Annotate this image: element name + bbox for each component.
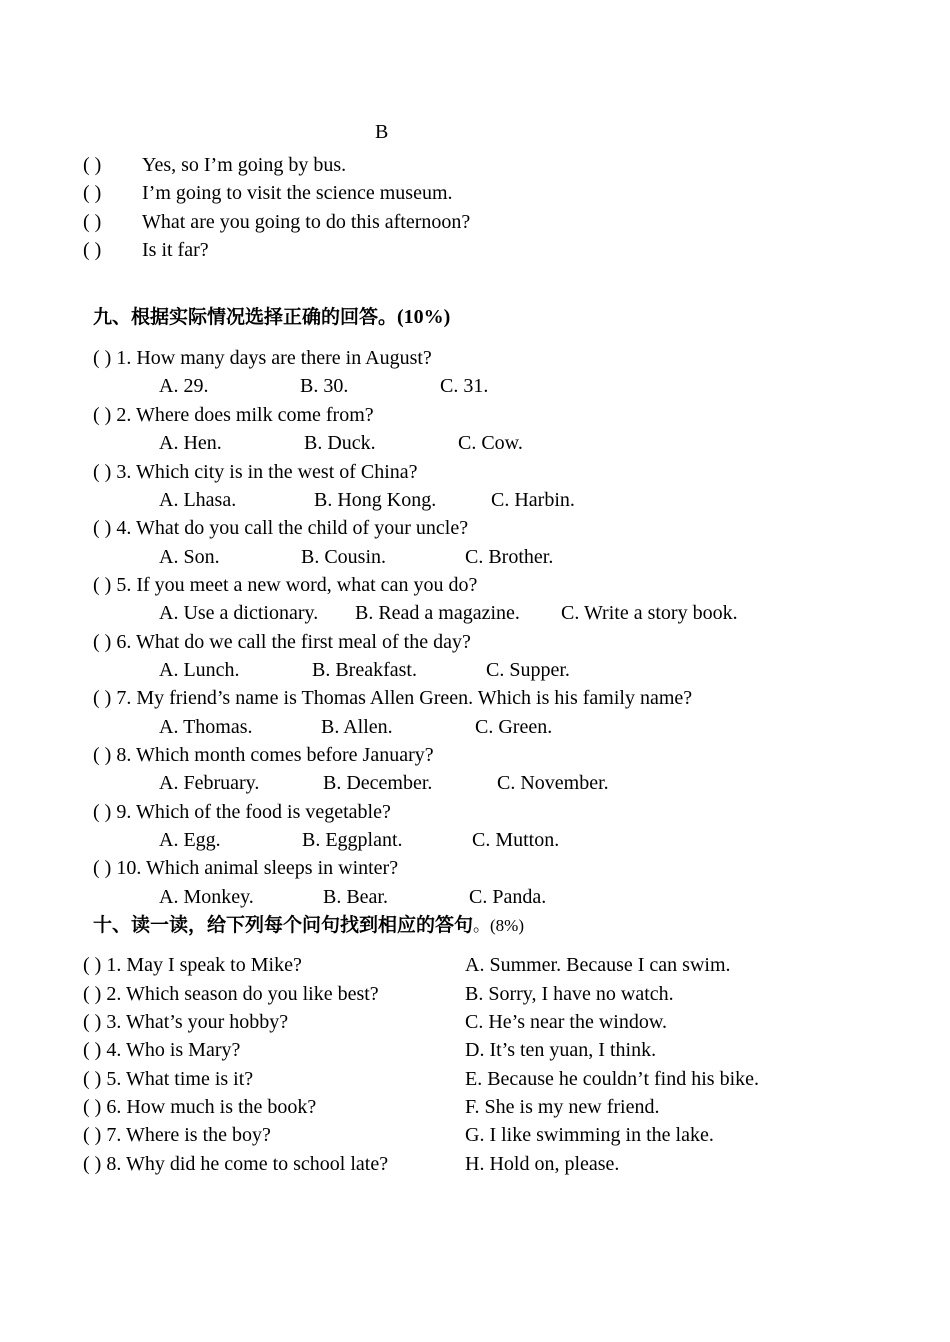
answer-blank[interactable]: ( ) bbox=[83, 154, 102, 176]
match-question: ( ) 4. Who is Mary? bbox=[83, 1039, 241, 1061]
dialogue-text: Yes, so I’m going by bus. bbox=[142, 154, 347, 176]
option-c: C. Cow. bbox=[458, 432, 523, 454]
match-question: ( ) 8. Why did he come to school late? bbox=[83, 1153, 389, 1175]
option-c: C. Write a story book. bbox=[561, 602, 738, 624]
match-answer: A. Summer. Because I can swim. bbox=[465, 954, 731, 976]
option-a: A. Hen. bbox=[159, 432, 222, 454]
question-2: ( ) 2. Where does milk come from? bbox=[93, 404, 374, 426]
option-c: C. Harbin. bbox=[491, 489, 575, 511]
dialogue-text: What are you going to do this afternoon? bbox=[142, 211, 471, 233]
dialogue-text: Is it far? bbox=[142, 239, 209, 261]
option-b: B. Duck. bbox=[304, 432, 376, 454]
question-5: ( ) 5. If you meet a new word, what can you do? bbox=[93, 574, 478, 596]
answer-blank[interactable]: ( ) bbox=[83, 239, 102, 261]
dialogue-item bbox=[83, 210, 471, 234]
question-10: ( ) 10. Which animal sleeps in winter? bbox=[93, 857, 399, 879]
match-question: ( ) 3. What’s your hobby? bbox=[83, 1011, 289, 1033]
option-a: A. Egg. bbox=[159, 829, 221, 851]
question-6: ( ) 6. What do we call the first meal of the day? bbox=[93, 631, 471, 653]
section-10-heading bbox=[93, 913, 524, 938]
section-9-percent: (10%) bbox=[397, 306, 451, 328]
match-question: ( ) 5. What time is it? bbox=[83, 1068, 254, 1090]
question-9: ( ) 9. Which of the food is vegetable? bbox=[93, 801, 391, 823]
section-9-title: 九、根据实际情况选择正确的回答。 bbox=[93, 306, 398, 328]
section-10-percent: 。(8%) bbox=[473, 916, 524, 935]
option-b: B. Read a magazine. bbox=[355, 602, 520, 624]
option-c: C. Panda. bbox=[469, 886, 547, 908]
option-a: A. Thomas. bbox=[159, 716, 253, 738]
option-c: C. Supper. bbox=[486, 659, 570, 681]
option-a: A. Lunch. bbox=[159, 659, 240, 681]
match-answer: C. He’s near the window. bbox=[465, 1011, 667, 1033]
option-c: C. 31. bbox=[440, 375, 489, 397]
match-answer: F. She is my new friend. bbox=[465, 1096, 660, 1118]
question-7: ( ) 7. My friend’s name is Thomas Allen Green. Which is his family name? bbox=[93, 687, 693, 709]
option-a: A. Son. bbox=[159, 546, 220, 568]
option-c: C. Mutton. bbox=[472, 829, 560, 851]
dialogue-text: I’m going to visit the science museum. bbox=[142, 182, 453, 204]
option-a: A. Monkey. bbox=[159, 886, 254, 908]
option-b: B. 30. bbox=[300, 375, 349, 397]
option-b: B. Bear. bbox=[323, 886, 388, 908]
answer-blank[interactable]: ( ) bbox=[83, 211, 102, 233]
dialogue-item bbox=[83, 238, 209, 262]
section-b-label: B bbox=[375, 121, 389, 143]
match-question: ( ) 7. Where is the boy? bbox=[83, 1124, 271, 1146]
question-4: ( ) 4. What do you call the child of your uncle? bbox=[93, 517, 469, 539]
match-answer: D. It’s ten yuan, I think. bbox=[465, 1039, 657, 1061]
section-9-heading bbox=[93, 305, 450, 329]
dialogue-item bbox=[83, 153, 347, 177]
answer-blank[interactable]: ( ) bbox=[83, 182, 102, 204]
option-a: A. Use a dictionary. bbox=[159, 602, 319, 624]
match-answer: G. I like swimming in the lake. bbox=[465, 1124, 714, 1146]
option-c: C. Brother. bbox=[465, 546, 554, 568]
question-1: ( ) 1. How many days are there in August? bbox=[93, 347, 432, 369]
option-b: B. December. bbox=[323, 772, 433, 794]
match-question: ( ) 1. May I speak to Mike? bbox=[83, 954, 302, 976]
option-b: B. Breakfast. bbox=[312, 659, 417, 681]
option-a: A. February. bbox=[159, 772, 260, 794]
option-b: B. Allen. bbox=[321, 716, 393, 738]
option-c: C. November. bbox=[497, 772, 609, 794]
option-b: B. Cousin. bbox=[301, 546, 387, 568]
option-a: A. Lhasa. bbox=[159, 489, 237, 511]
dialogue-item bbox=[83, 181, 453, 205]
match-answer: E. Because he couldn’t find his bike. bbox=[465, 1068, 760, 1090]
option-b: B. Eggplant. bbox=[302, 829, 403, 851]
section-10-title: 十、读一读，给下列每个问句找到相应的答句 bbox=[93, 914, 474, 936]
match-answer: B. Sorry, I have no watch. bbox=[465, 983, 674, 1005]
option-a: A. 29. bbox=[159, 375, 209, 397]
question-3: ( ) 3. Which city is in the west of China? bbox=[93, 461, 418, 483]
option-c: C. Green. bbox=[475, 716, 553, 738]
match-answer: H. Hold on, please. bbox=[465, 1153, 620, 1175]
match-question: ( ) 6. How much is the book? bbox=[83, 1096, 317, 1118]
option-b: B. Hong Kong. bbox=[314, 489, 437, 511]
match-question: ( ) 2. Which season do you like best? bbox=[83, 983, 379, 1005]
question-8: ( ) 8. Which month comes before January? bbox=[93, 744, 434, 766]
